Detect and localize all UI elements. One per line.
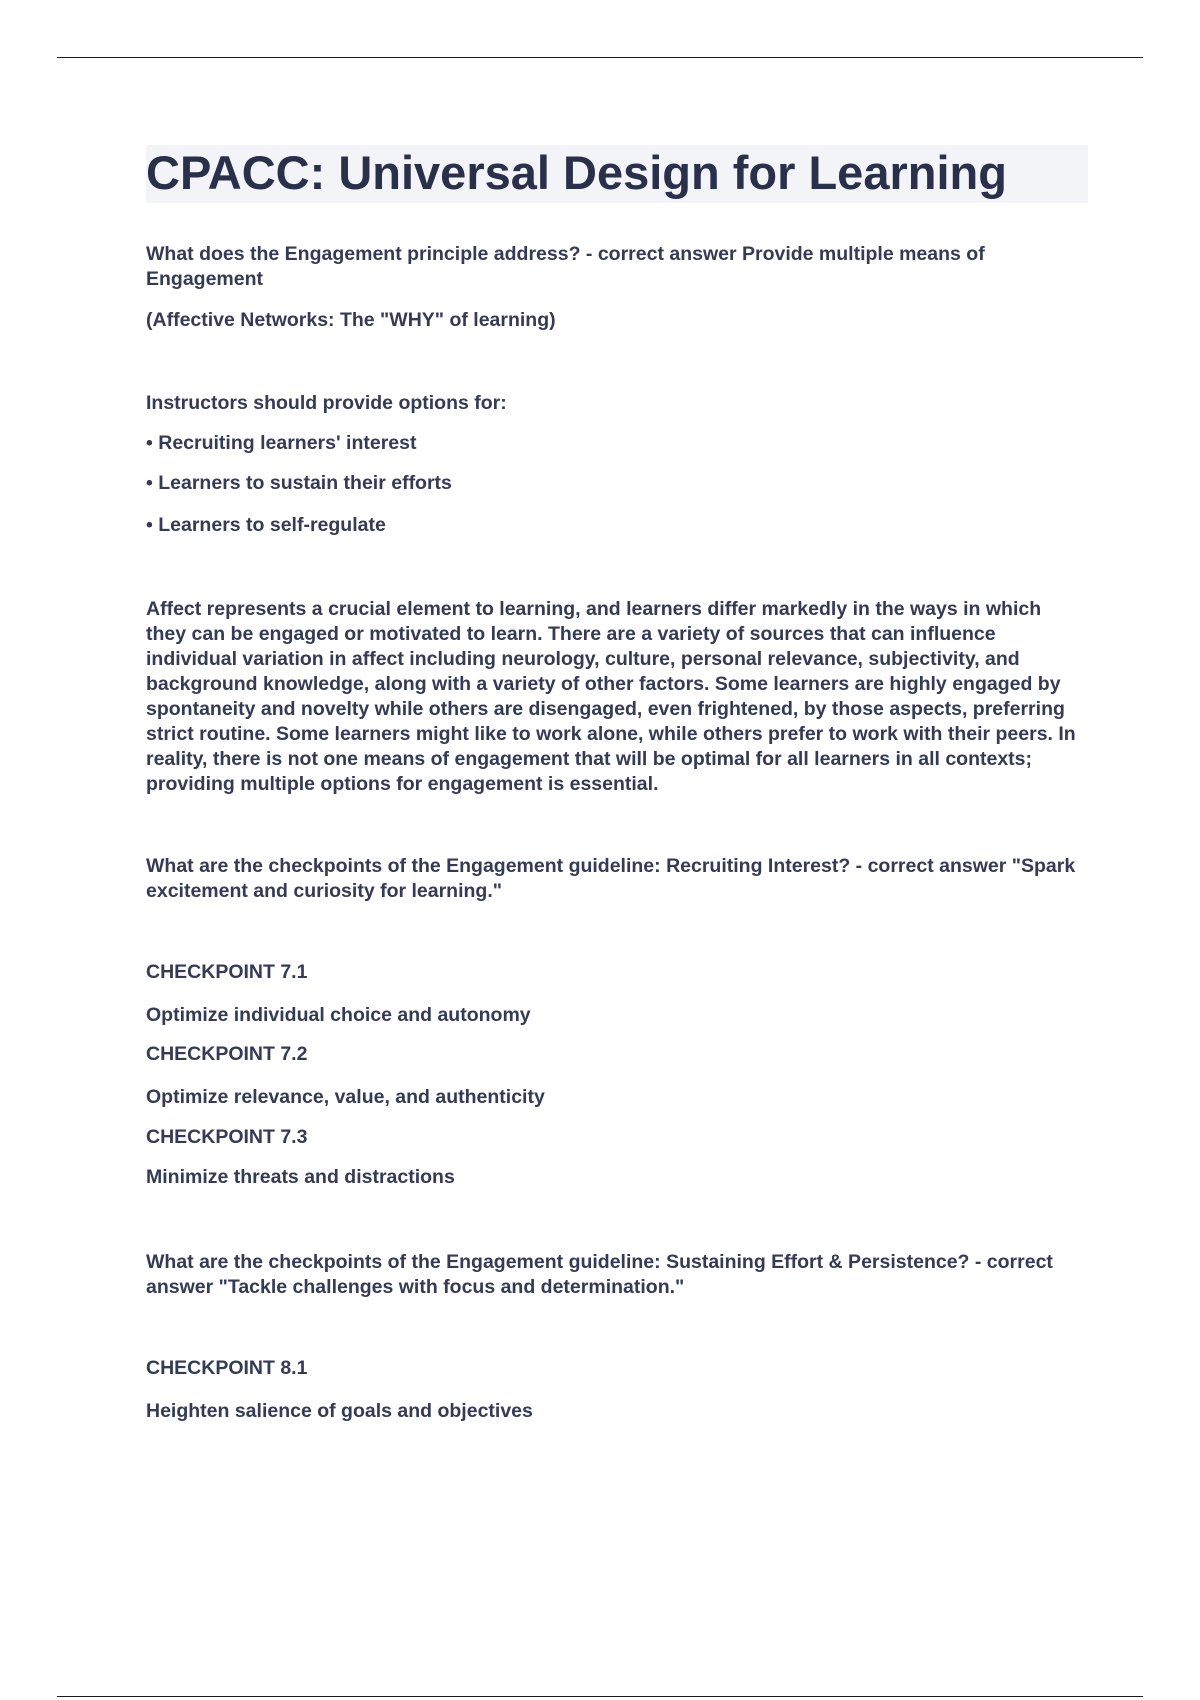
options-intro: Instructors should provide options for: (146, 392, 507, 414)
question-recruiting-interest: What are the checkpoints of the Engagement guideline: Recruiting Interest? - correct answer "Spark excitement and curiosity for learning." (146, 855, 1076, 902)
checkpoint-text: Optimize individual choice and autonomy (146, 1004, 531, 1026)
bullet-self-regulate: • Learners to self-regulate (146, 514, 386, 536)
top-rule (57, 57, 1143, 58)
checkpoint-heading: CHECKPOINT 7.2 (146, 1043, 308, 1065)
checkpoint-heading: CHECKPOINT 7.1 (146, 961, 308, 983)
bottom-rule (57, 1696, 1143, 1697)
checkpoint-heading: CHECKPOINT 8.1 (146, 1357, 308, 1379)
bullet-recruiting-interest: • Recruiting learners' interest (146, 432, 417, 454)
question-sustaining-effort: What are the checkpoints of the Engagement guideline: Sustaining Effort & Persistence? - correct answer "Tackle challenges with focus and determination." (146, 1251, 1053, 1298)
checkpoint-text: Minimize threats and distractions (146, 1166, 455, 1188)
question-engagement-principle: What does the Engagement principle address? - correct answer Provide multiple means of Engagement (146, 243, 985, 290)
document-title: CPACC: Universal Design for Learning (146, 146, 1007, 199)
bullet-sustain-efforts: • Learners to sustain their efforts (146, 472, 452, 494)
checkpoint-text: Optimize relevance, value, and authenticity (146, 1086, 545, 1108)
checkpoint-heading: CHECKPOINT 7.3 (146, 1126, 308, 1148)
affective-networks-note: (Affective Networks: The "WHY" of learning) (146, 309, 556, 331)
affect-paragraph: Affect represents a crucial element to learning, and learners differ markedly in the ways in which they can be engaged or motivated to learn. There are a variety of sources that can influence individual variation in affect including neurology, culture, personal relevance, subjectivity, and background knowledge, along with a variety of other factors. Some learners are highly engaged by spontaneity and novelty while others are disengaged, even frightened, by those aspects, preferring strict routine. Some learners might like to work alone, while others prefer to work with their peers. In reality, there is not one means of engagement that will be optimal for all learners in all contexts; providing multiple options for engagement is essential. (146, 598, 1076, 795)
checkpoint-text: Heighten salience of goals and objectives (146, 1400, 533, 1422)
